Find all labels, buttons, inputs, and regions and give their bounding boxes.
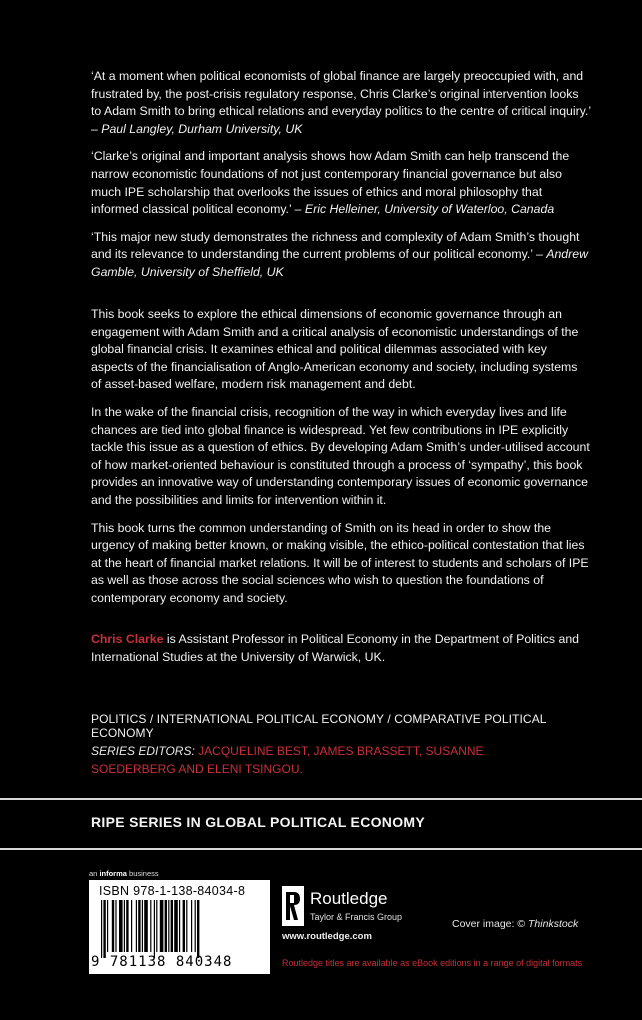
barcode-bar <box>131 900 132 952</box>
barcode-bar <box>101 900 102 958</box>
barcode-bar <box>156 900 157 952</box>
barcode-bar <box>126 900 128 952</box>
description-paragraph: This book seeks to explore the ethical dimensions of economic governance through an engagement with Adam Smith and a critical analysis of economistic understandings of the global financial crisis. It examines ethical and political dilemmas associated with key aspects of the financialisation of Anglo-American economy and society, including systems of asset-based welfare, modern risk management and debt. <box>91 307 579 392</box>
cover-credit-source: Thinkstock <box>528 918 579 930</box>
informa-brand: informa <box>99 869 127 878</box>
description-paragraph: This book turns the common understanding of Smith on its head in order to show the urgency of making better known, or making visible, the ethico-political contestation that lies at the heart of financial market relations. It will be of interest to students and scholars of IPE as well as those across the social sciences who wish to question the foundations of contemporary economy and society. <box>91 520 589 605</box>
cover-image-credit: Cover image: © Thinkstock <box>452 918 579 930</box>
barcode-bar <box>112 900 114 952</box>
series-editors <box>91 742 571 778</box>
top-divider <box>0 798 642 800</box>
barcode-bar <box>179 900 180 952</box>
endorsement-quote: ‘At a moment when political economists of global finance are largely preoccupied with, and frustrated by, the post-crisis regulatory response, Chris Clarke’s original intervention looks to Adam Smith to bring ethical relations and everyday politics to the centre of critical inquiry.’ – Paul Langley, Durham University, UK <box>91 69 591 136</box>
barcode-bar <box>136 900 137 952</box>
publisher-url[interactable]: www.routledge.com <box>282 931 372 942</box>
barcode-bar <box>154 900 155 958</box>
barcode-bar <box>197 900 199 958</box>
isbn-barcode <box>89 880 270 974</box>
barcode-bar <box>124 900 125 952</box>
barcode-bar <box>168 900 169 952</box>
barcode-bar <box>138 900 140 952</box>
quote-attribution: Andrew Gamble, University of Sheffield, UK <box>91 247 588 279</box>
author-bio: Chris Clarke is Assistant Professor in Political Economy in the Department of Politics and International Studies at the University of Warwick, UK. <box>91 632 580 664</box>
book-description <box>91 306 591 618</box>
barcode-bar <box>107 900 108 952</box>
barcode-bar <box>144 900 148 952</box>
quote-attribution: Eric Helleiner, University of Waterloo, Canada <box>304 202 555 217</box>
endorsement-quote: ‘Clarke’s original and important analysis shows how Adam Smith can help transcend the narrow economistic foundations of not just contemporary financial governance but also much IPE scholarship that overlooks the issues of ethics and moral philosophy that informed classical political economy.’ – Eric Helleiner, University of Waterloo, Canada <box>91 149 570 217</box>
publisher-name: Routledge <box>310 889 388 908</box>
barcode-digits: 9 781138 840348 <box>91 954 233 970</box>
author-name: Chris Clarke <box>91 632 164 646</box>
barcode-bar <box>160 900 164 952</box>
subject-categories: POLITICS / INTERNATIONAL POLITICAL ECONOMY / COMPARATIVE POLITICAL ECONOMY <box>91 712 547 740</box>
series-title: RIPE SERIES IN GLOBAL POLITICAL ECONOMY <box>91 814 425 830</box>
informa-tagline: an informa business <box>89 869 159 878</box>
description-paragraph: In the wake of the financial crisis, recognition of the way in which everyday lives and life chances are tied into global finance is widespread. Yet few contributions in IPE explicitly tackle this issue as a question of ethics. By developing Adam Smith’s under-utilised account of how market-oriented behaviour is constituted through a process of ‘sympathy’, this book provides an innovative way of understanding contemporary issues of economic governance and the possibilities and limits for intervention within it. <box>91 404 590 507</box>
barcode-bar <box>103 900 105 958</box>
barcode-bar <box>115 900 116 952</box>
routledge-logo-icon <box>282 886 304 926</box>
bottom-divider <box>0 848 642 850</box>
endorsement-quote: ‘This major new study demonstrates the richness and complexity of Adam Smith’s thought and its relevance to understanding the current problems of our political economy.’ – Andrew Gamble, University of Sheffield, UK <box>91 229 588 279</box>
barcode-bar <box>142 900 143 952</box>
barcode-bar <box>119 900 123 952</box>
barcode-bar <box>150 900 151 952</box>
publisher-group: Taylor & Francis Group <box>310 912 403 922</box>
quote-attribution: Paul Langley, Durham University, UK <box>101 121 303 136</box>
isbn-label: ISBN 978-1-138-84034-8 <box>99 884 246 898</box>
endorsements <box>91 68 591 292</box>
barcode-bar <box>195 900 196 952</box>
barcode-bar <box>186 900 187 952</box>
series-editors-names: JACQUELINE BEST, JAMES BRASSETT, SUSANNE SOEDERBERG AND ELENI TSINGOU. <box>91 744 484 776</box>
barcode-bar <box>165 900 167 952</box>
barcode-bar <box>174 900 178 952</box>
barcode-bar <box>191 900 192 952</box>
series-editors-label: SERIES EDITORS: <box>91 744 195 758</box>
barcode-bar <box>183 900 185 952</box>
barcode-bar <box>171 900 173 952</box>
barcode-bars <box>101 900 263 958</box>
ebook-note: Routledge titles are available as eBook editions in a range of digital formats <box>282 958 583 968</box>
